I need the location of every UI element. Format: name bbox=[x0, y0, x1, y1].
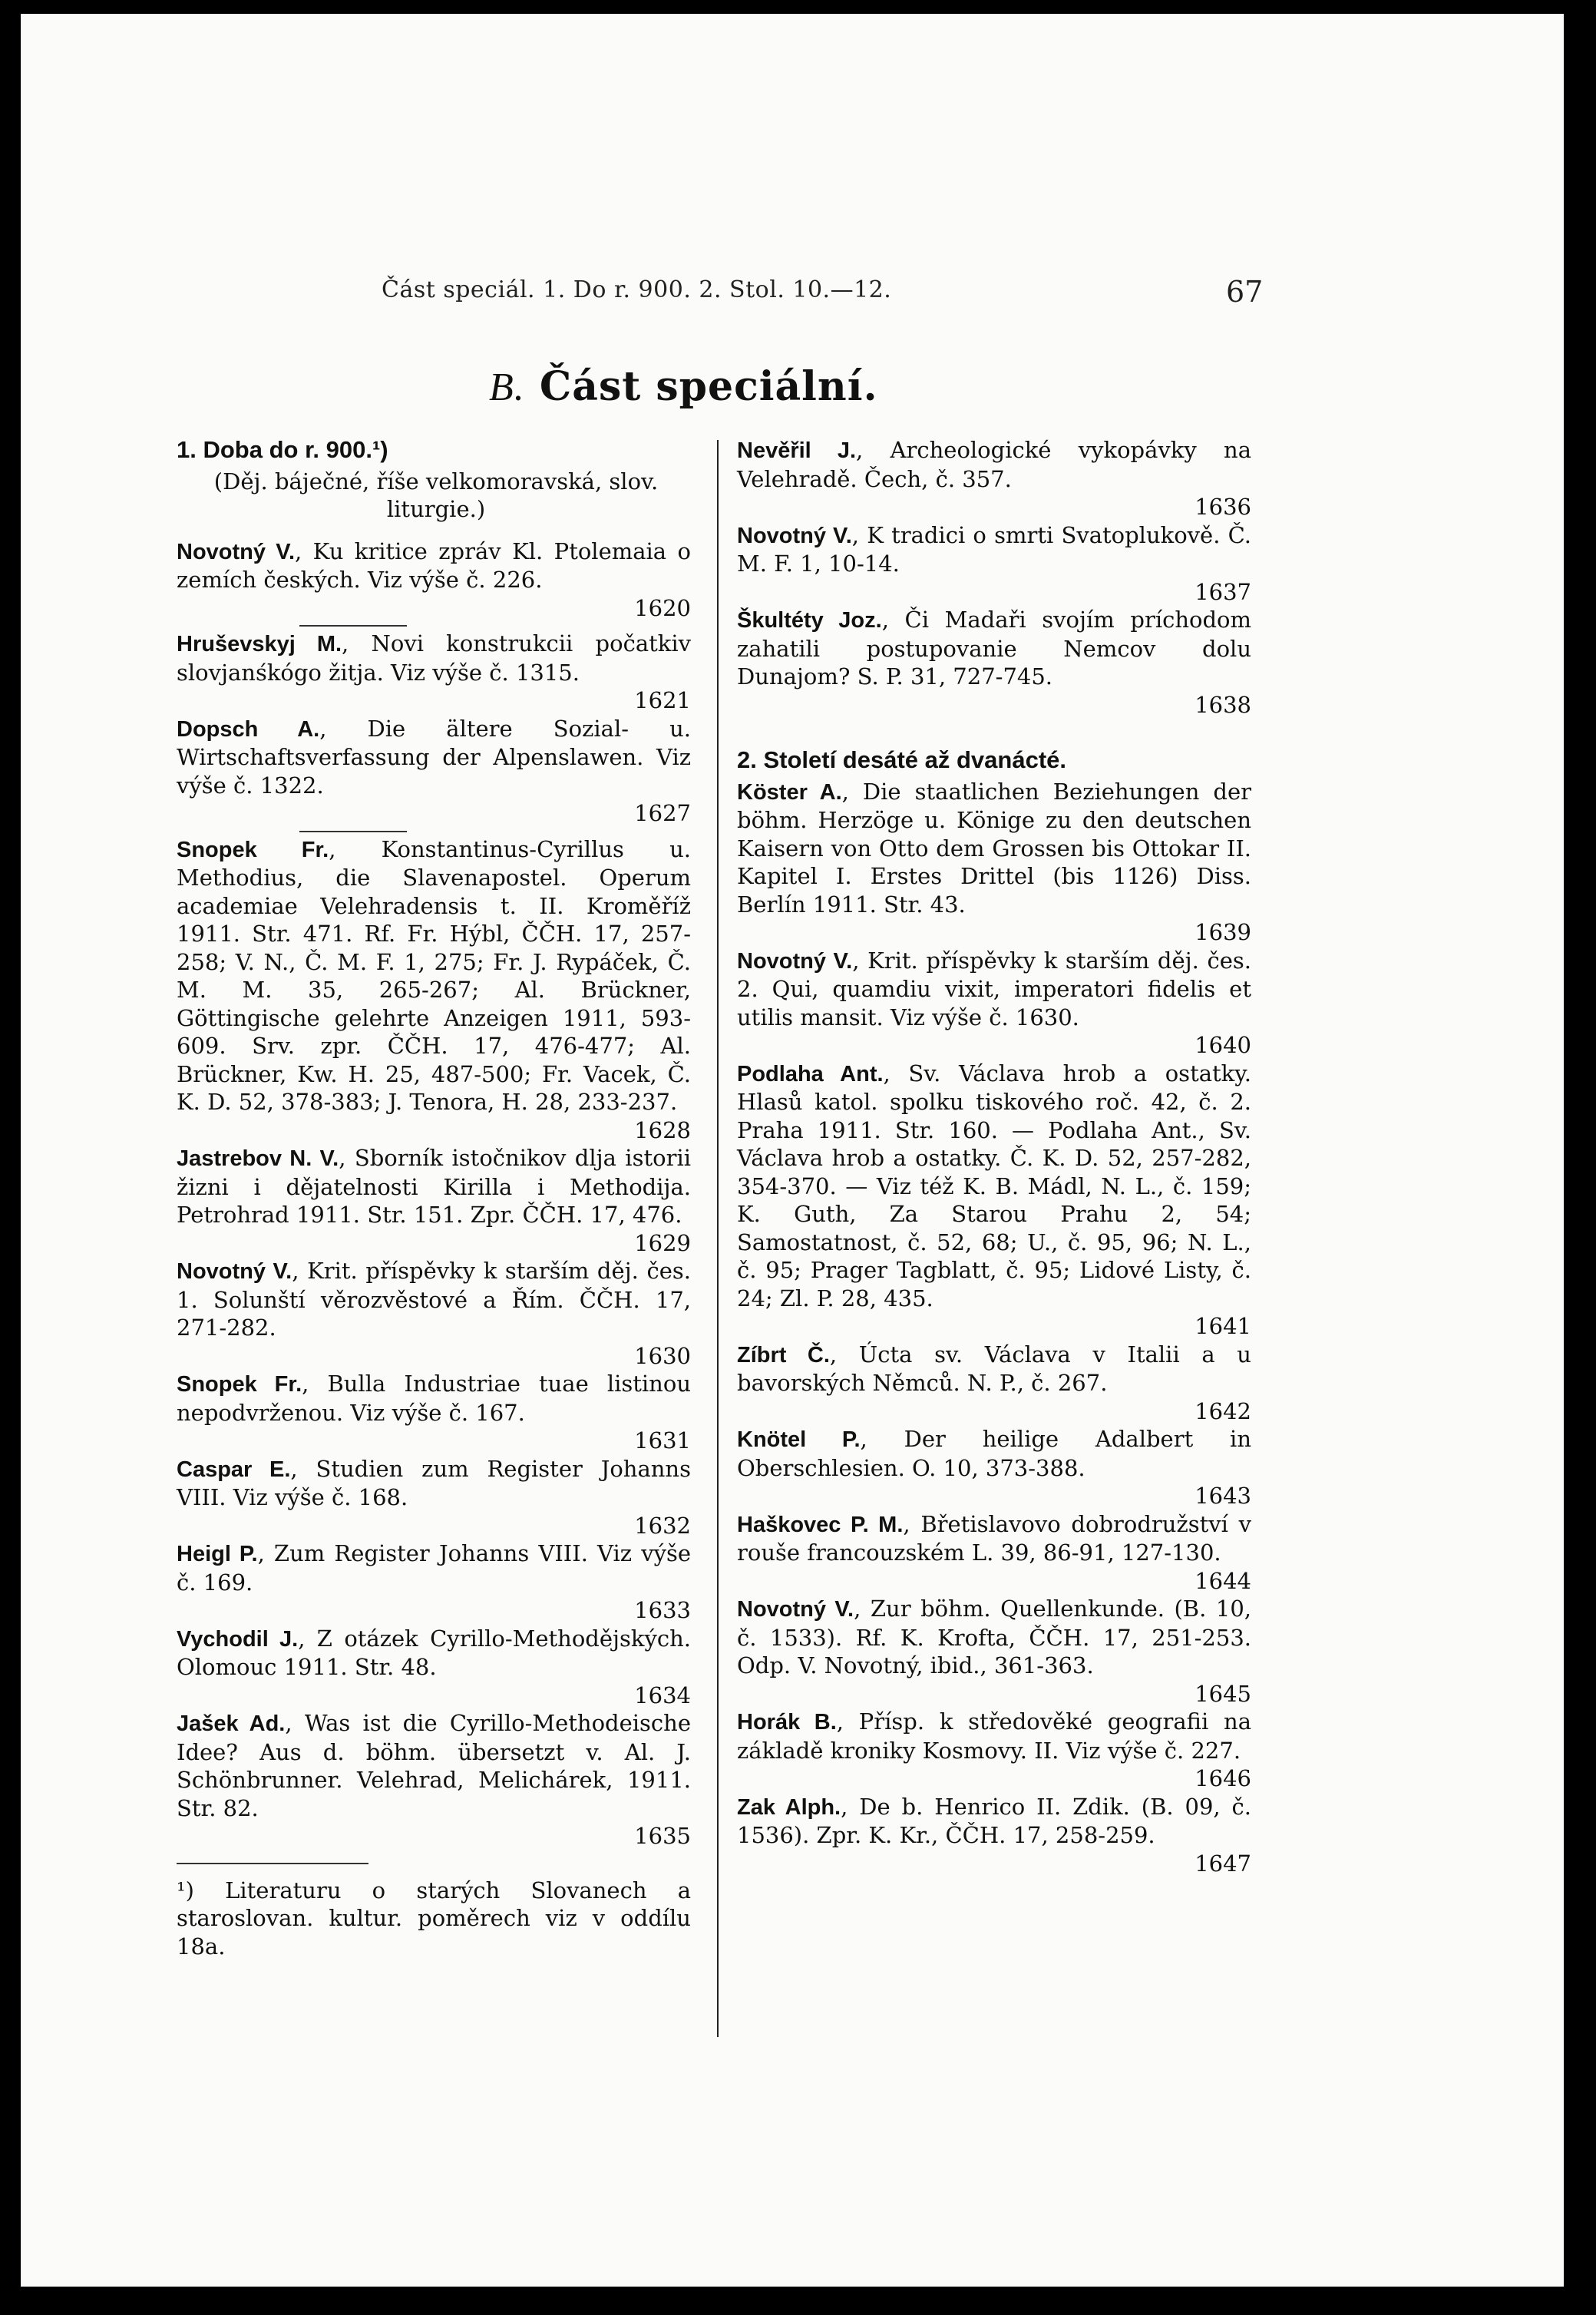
entry-number: 1647 bbox=[1195, 1850, 1251, 1877]
entry-number: 1632 bbox=[634, 1512, 691, 1539]
entry-author: Caspar E. bbox=[177, 1457, 291, 1482]
bibliography-entry bbox=[177, 537, 691, 623]
entry-number: 1640 bbox=[1195, 1032, 1251, 1058]
left-column bbox=[177, 436, 691, 1960]
entry-text: , Či Madaři svojím príchodom zahatili postupovanie Nemcov dolu Dunajom? S. P. 31, 727-745. bbox=[737, 607, 1252, 690]
entry-number: 1638 bbox=[1195, 691, 1251, 718]
entry-author: Jastrebov N. V. bbox=[177, 1146, 339, 1171]
entry-author: Hruševskyj M. bbox=[177, 632, 342, 656]
entry-text: , Bulla Industriae tuae listinou nepodvrženou. Viz výše č. 167. bbox=[177, 1371, 691, 1426]
entry-number: 1629 bbox=[634, 1229, 691, 1256]
bibliography-entry bbox=[737, 521, 1251, 607]
entry-text: , Die staatlichen Beziehungen der böhm. Herzöge u. Könige zu den deutschen Kaisern von Otto dem Grossen bis Ottokar II. Kapitel I. Erstes Drittel (bis 1126) Diss. Berlín 1911. Str. 43. bbox=[737, 778, 1251, 918]
entry-number: 1641 bbox=[1195, 1313, 1251, 1339]
entry-number: 1642 bbox=[1195, 1397, 1251, 1424]
right-entries-a bbox=[737, 436, 1251, 719]
entry-text: , Archeologické vykopávky na Velehradě. Čech, č. 357. bbox=[737, 437, 1251, 492]
bibliography-entry bbox=[737, 1793, 1251, 1878]
bibliography-entry bbox=[177, 1455, 691, 1540]
bibliography-entry bbox=[737, 947, 1251, 1060]
separator-rule bbox=[299, 625, 407, 627]
bibliography-entry bbox=[177, 630, 691, 715]
bibliography-entry bbox=[737, 606, 1251, 719]
footnote-rule bbox=[177, 1863, 368, 1864]
entry-text: , Krit. příspěvky k starším děj. čes. 1. Solunští věrozvěstové a Řím. ČČH. 17, 271-282. bbox=[177, 1258, 692, 1341]
section-title-text: Část speciální. bbox=[539, 363, 878, 410]
bibliography-entry bbox=[737, 1708, 1251, 1793]
entry-text: , Zur böhm. Quellenkunde. (B. 10, č. 1533). Rf. K. Krofta, ČČH. 17, 251-253. Odp. V. Novotný, ibid., 361-363. bbox=[737, 1596, 1251, 1678]
bibliography-entry bbox=[737, 1060, 1251, 1341]
entry-number: 1627 bbox=[634, 800, 691, 826]
entry-author: Haškovec P. M. bbox=[737, 1512, 904, 1537]
entry-author: Zak Alph. bbox=[737, 1794, 841, 1820]
bibliography-entry bbox=[177, 1539, 691, 1625]
right-entries-b bbox=[737, 778, 1251, 1878]
left-note: (Děj. báječné, říše velkomoravská, slov. liturgie.) bbox=[213, 468, 659, 522]
entry-author: Jašek Ad. bbox=[177, 1711, 286, 1736]
entry-text: , Ku kritice zpráv Kl. Ptolemaia o zemích českých. Viz výše č. 226. bbox=[177, 537, 691, 593]
entry-author: Snopek Fr. bbox=[177, 1372, 302, 1397]
bibliography-entry bbox=[737, 436, 1251, 521]
page bbox=[21, 14, 1564, 2287]
bibliography-entry bbox=[177, 1625, 691, 1710]
bibliography-entry bbox=[177, 835, 691, 1145]
entry-number: 1639 bbox=[1195, 919, 1251, 945]
entry-number: 1633 bbox=[634, 1597, 691, 1623]
entry-text: , Břetislavovo dobrodružství v rouše francouzském L. 39, 86-91, 127-130. bbox=[737, 1510, 1252, 1566]
bibliography-entry bbox=[177, 1257, 691, 1370]
entry-author: Horák B. bbox=[737, 1710, 837, 1735]
entry-author: Heigl P. bbox=[177, 1542, 258, 1566]
entry-number: 1645 bbox=[1195, 1680, 1251, 1707]
entry-number: 1621 bbox=[634, 687, 691, 713]
entry-author: Novotný V. bbox=[737, 523, 852, 548]
entry-number: 1635 bbox=[634, 1823, 691, 1849]
entry-number: 1637 bbox=[1195, 578, 1251, 605]
entry-author: Vychodil J. bbox=[177, 1626, 299, 1652]
entry-text: , Der heilige Adalbert in Oberschlesien. O. 10, 373-388. bbox=[737, 1426, 1251, 1481]
entry-author: Köster A. bbox=[737, 779, 842, 805]
bibliography-entry bbox=[177, 1709, 691, 1850]
section-title-letter: B. bbox=[489, 365, 525, 409]
entry-number: 1631 bbox=[634, 1427, 691, 1453]
column-divider bbox=[717, 440, 719, 2037]
entry-number: 1628 bbox=[634, 1116, 691, 1143]
entry-text: , Konstantinus-Cyrillus u. Methodius, die Slavenapostel. Operum academiae Velehradensis t. II. Kroměříž 1911. Str. 471. Rf. Fr. Hýbl, ČČH. 17, 257-258; V. N., Č. M. F. 1, 275; Fr. J. Rypáček, Č. M. M. 35, 265-267; Al. Brückner, Göttingische gelehrte Anzeigen 1911, 593-609. Srv. zpr. ČČH. 17, 476-477; Al. Brückner, Kw. H. 25, 487-500; Fr. Vacek, Č. K. D. 52, 378-383; J. Tenora, H. 28, 233-237. bbox=[177, 835, 691, 1115]
entry-number: 1644 bbox=[1195, 1567, 1251, 1594]
entry-text: , Die ältere Sozial- u. Wirtschaftsverfassung der Alpenslawen. Viz výše č. 1322. bbox=[177, 715, 692, 799]
entry-text: , Novi konstrukcii počatkiv slovjanśkógo žitja. Viz výše č. 1315. bbox=[177, 630, 691, 686]
bibliography-entry bbox=[737, 778, 1251, 947]
entry-text: , Studien zum Register Johanns VIII. Viz výše č. 168. bbox=[177, 1455, 691, 1510]
entry-author: Zíbrt Č. bbox=[737, 1342, 830, 1368]
separator-rule bbox=[299, 831, 407, 832]
entry-author: Novotný V. bbox=[177, 539, 296, 564]
bibliography-entry bbox=[177, 715, 691, 828]
right-subhead: 2. Století desáté až dvanácté. bbox=[737, 746, 1067, 773]
bibliography-entry bbox=[177, 1370, 691, 1455]
spacer bbox=[737, 719, 1251, 746]
entry-author: Snopek Fr. bbox=[177, 837, 329, 862]
entry-number: 1634 bbox=[634, 1682, 691, 1708]
entry-author: Novotný V. bbox=[177, 1259, 292, 1284]
entry-author: Novotný V. bbox=[737, 948, 853, 974]
entry-text: , Sv. Václava hrob a ostatky. Hlasů katol. spolku tiskového roč. 42, č. 2. Praha 1911. Str. 160. — Podlaha Ant., Sv. Václava hrob a ostatky. Č. K. D. 52, 257-282, 354-370. — Viz též K. B. Mádl, N. L., č. 159; K. Guth, Za Starou Prahu 2, 54; Samostatnost, č. 52, 68; U., č. 95, 96; N. L., č. 95; Prager Tagblatt, č. 95; Lidové Listy, č. 24; Zl. P. 28, 435. bbox=[737, 1060, 1251, 1311]
left-entries bbox=[177, 537, 691, 1850]
left-subhead: 1. Doba do r. 900.¹) bbox=[177, 436, 388, 463]
running-head: Část speciál. 1. Do r. 900. 2. Stol. 10.—12. bbox=[382, 276, 892, 303]
entry-number: 1646 bbox=[1195, 1765, 1251, 1791]
entry-author: Nevěřil J. bbox=[737, 438, 857, 463]
bibliography-entry bbox=[737, 1510, 1251, 1596]
entry-text: , Krit. příspěvky k starším děj. čes. 2. Qui, quamdiu vixit, imperatori fidelis et utilis mansit. Viz výše č. 1630. bbox=[737, 947, 1252, 1030]
entry-author: Knötel P. bbox=[737, 1427, 861, 1452]
entry-text: , Sborník istočnikov dlja istorii žizni i dějatelnosti Kirilla i Methodija. Petrohrad 1911. Str. 151. Zpr. ČČH. 17, 476. bbox=[177, 1145, 691, 1228]
entry-text: , Was ist die Cyrillo-Methodeische Idee? Aus d. böhm. übersetzt v. Al. J. Schönbrunner. Velehrad, Melichárek, 1911. Str. 82. bbox=[177, 1710, 691, 1821]
entry-text: , Z otázek Cyrillo-Methodějských. Olomouc 1911. Str. 48. bbox=[177, 1625, 691, 1680]
entry-author: Podlaha Ant. bbox=[737, 1061, 884, 1086]
bibliography-entry bbox=[737, 1425, 1251, 1510]
entry-number: 1643 bbox=[1195, 1483, 1251, 1509]
entry-author: Dopsch A. bbox=[177, 716, 320, 742]
entry-number: 1620 bbox=[634, 594, 691, 621]
right-column bbox=[737, 436, 1251, 1877]
entry-author: Škultéty Joz. bbox=[737, 608, 882, 633]
footnote: ¹) Literaturu o starých Slovanech a staroslovan. kultur. poměrech viz v oddílu 18a. bbox=[177, 1877, 691, 1959]
entry-text: , De b. Henrico II. Zdik. (B. 09, č. 1536). Zpr. K. Kr., ČČH. 17, 258-259. bbox=[737, 1793, 1251, 1848]
entry-text: , K tradici o smrti Svatoplukově. Č. M. F. 1, 10-14. bbox=[737, 521, 1251, 577]
bibliography-entry bbox=[737, 1595, 1251, 1708]
entry-number: 1636 bbox=[1195, 494, 1251, 520]
page-number: 67 bbox=[1226, 275, 1264, 309]
entry-text: , Přísp. k středověké geografii na základě kroniky Kosmovy. II. Viz výše č. 227. bbox=[737, 1708, 1251, 1764]
entry-number: 1630 bbox=[634, 1342, 691, 1369]
entry-text: , Zum Register Johanns VIII. Viz výše č. 169. bbox=[177, 1540, 691, 1596]
entry-text: , Úcta sv. Václava v Italii a u bavorských Němců. N. P., č. 267. bbox=[737, 1341, 1251, 1396]
bibliography-entry bbox=[737, 1341, 1251, 1426]
entry-author: Novotný V. bbox=[737, 1597, 854, 1622]
section-title bbox=[489, 363, 878, 410]
bibliography-entry bbox=[177, 1144, 691, 1257]
